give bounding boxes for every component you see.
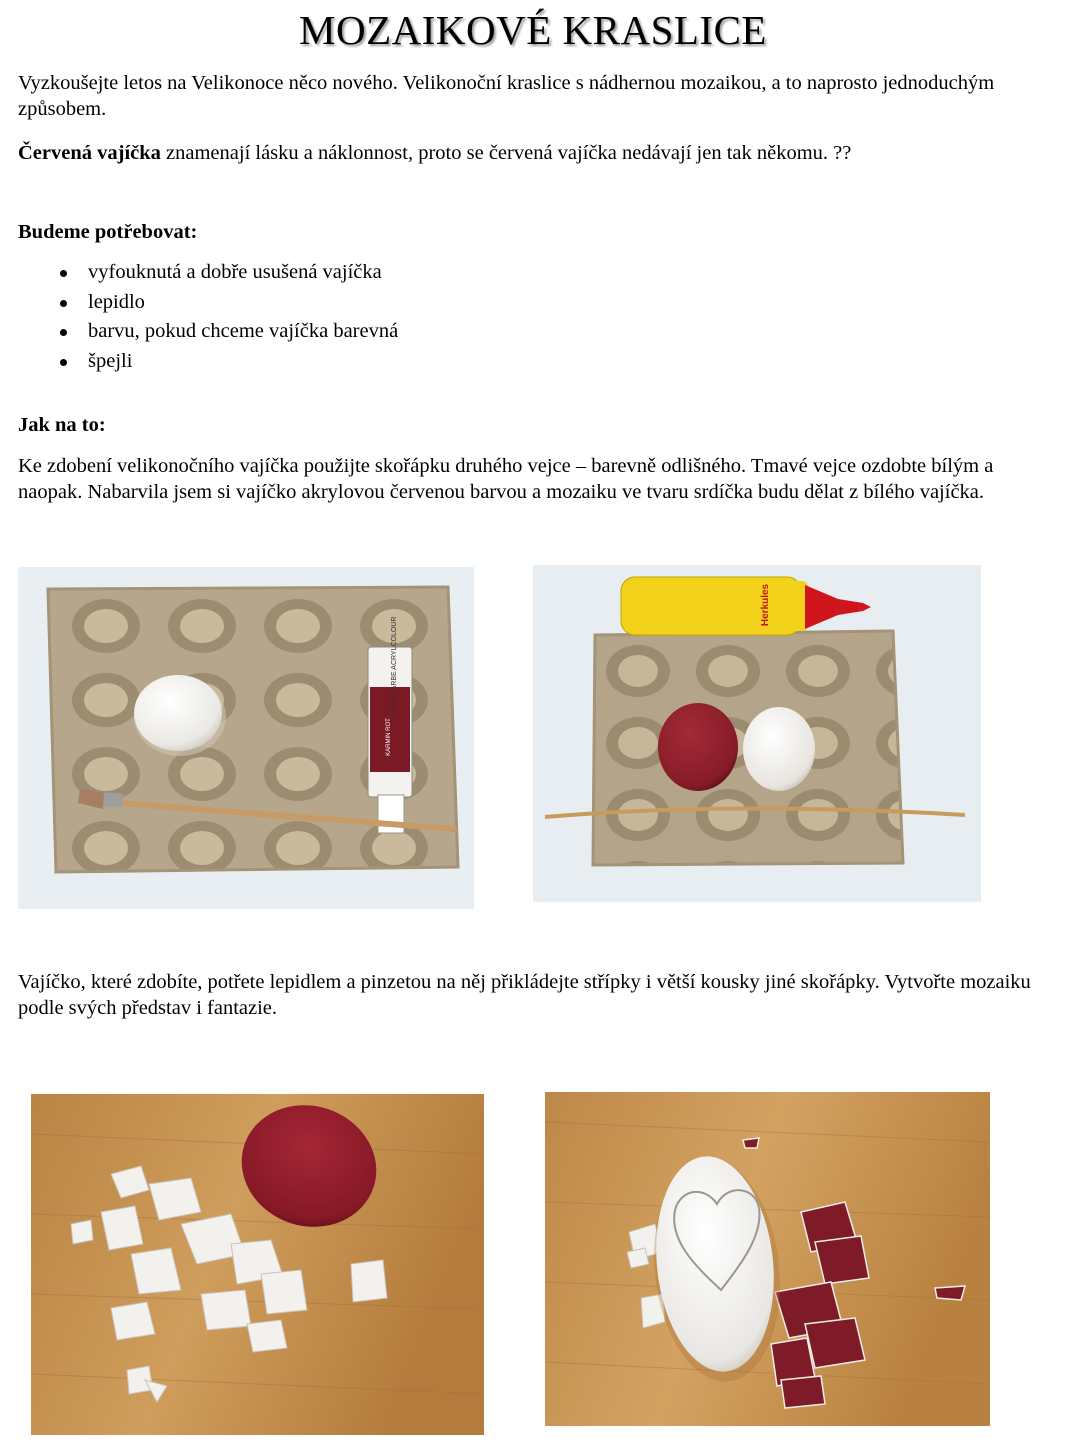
howto-heading: Jak na to:	[18, 414, 106, 436]
svg-text:Herkules: Herkules	[760, 583, 771, 627]
materials-heading: Budeme potřebovat:	[18, 221, 198, 243]
step2-paragraph: Vajíčko, které zdobíte, potřete lepidlem a pinzetou na něj přikládejte střípky i větší kousky jiné skořápky. Vytvořte mozaiku podle svých představ i fantazie.	[18, 971, 1031, 1019]
bullet-icon	[60, 359, 67, 366]
svg-text:ACRYLFARBE ACRYLCOLOUR: ACRYLFARBE ACRYLCOLOUR	[391, 616, 398, 718]
white-egg	[743, 707, 815, 791]
bullet-icon	[60, 300, 67, 307]
photo-red-egg-white-shards	[31, 1094, 484, 1435]
photo-white-egg-heart	[545, 1092, 990, 1426]
bullet-icon	[60, 270, 67, 277]
list-item: vyfouknutá a dobře usušená vajíčka	[18, 258, 398, 288]
list-item: špejli	[18, 347, 398, 377]
bullet-icon	[60, 329, 67, 336]
white-egg	[134, 675, 222, 751]
howto-paragraph: Ke zdobení velikonočního vajíčka použijte skořápku druhého vejce – barevně odlišného. Tmavé vejce ozdobte bílým a naopak. Nabarvila jsem si vajíčko akrylovou červenou barvou a mozaiku ve tvaru srdíčka budu dělat z bílého vajíčka.	[18, 455, 994, 503]
red-egg	[658, 703, 738, 791]
red-eggs-bold: Červená vajíčka	[18, 142, 161, 164]
photo-carton-egg-paint-brush	[18, 567, 474, 909]
materials-list	[18, 258, 398, 376]
photo-glue-red-white-eggs	[533, 565, 981, 902]
red-eggs-text: znamenají lásku a náklonnost, proto se červená vajíčka nedávají jen tak někomu. ??	[160, 142, 852, 164]
red-eggs-paragraph	[18, 140, 1048, 166]
page-title: MOZAIKOVÉ KRASLICE	[299, 7, 767, 53]
svg-text:KARMIN ROT: KARMIN ROT	[386, 718, 392, 756]
list-item: barvu, pokud chceme vajíčka barevná	[18, 317, 398, 347]
list-item: lepidlo	[18, 288, 398, 318]
intro-paragraph: Vyzkoušejte letos na Velikonoce něco nového. Velikonoční kraslice s nádhernou mozaikou, a to naprosto jednoduchým způsobem.	[18, 72, 995, 120]
